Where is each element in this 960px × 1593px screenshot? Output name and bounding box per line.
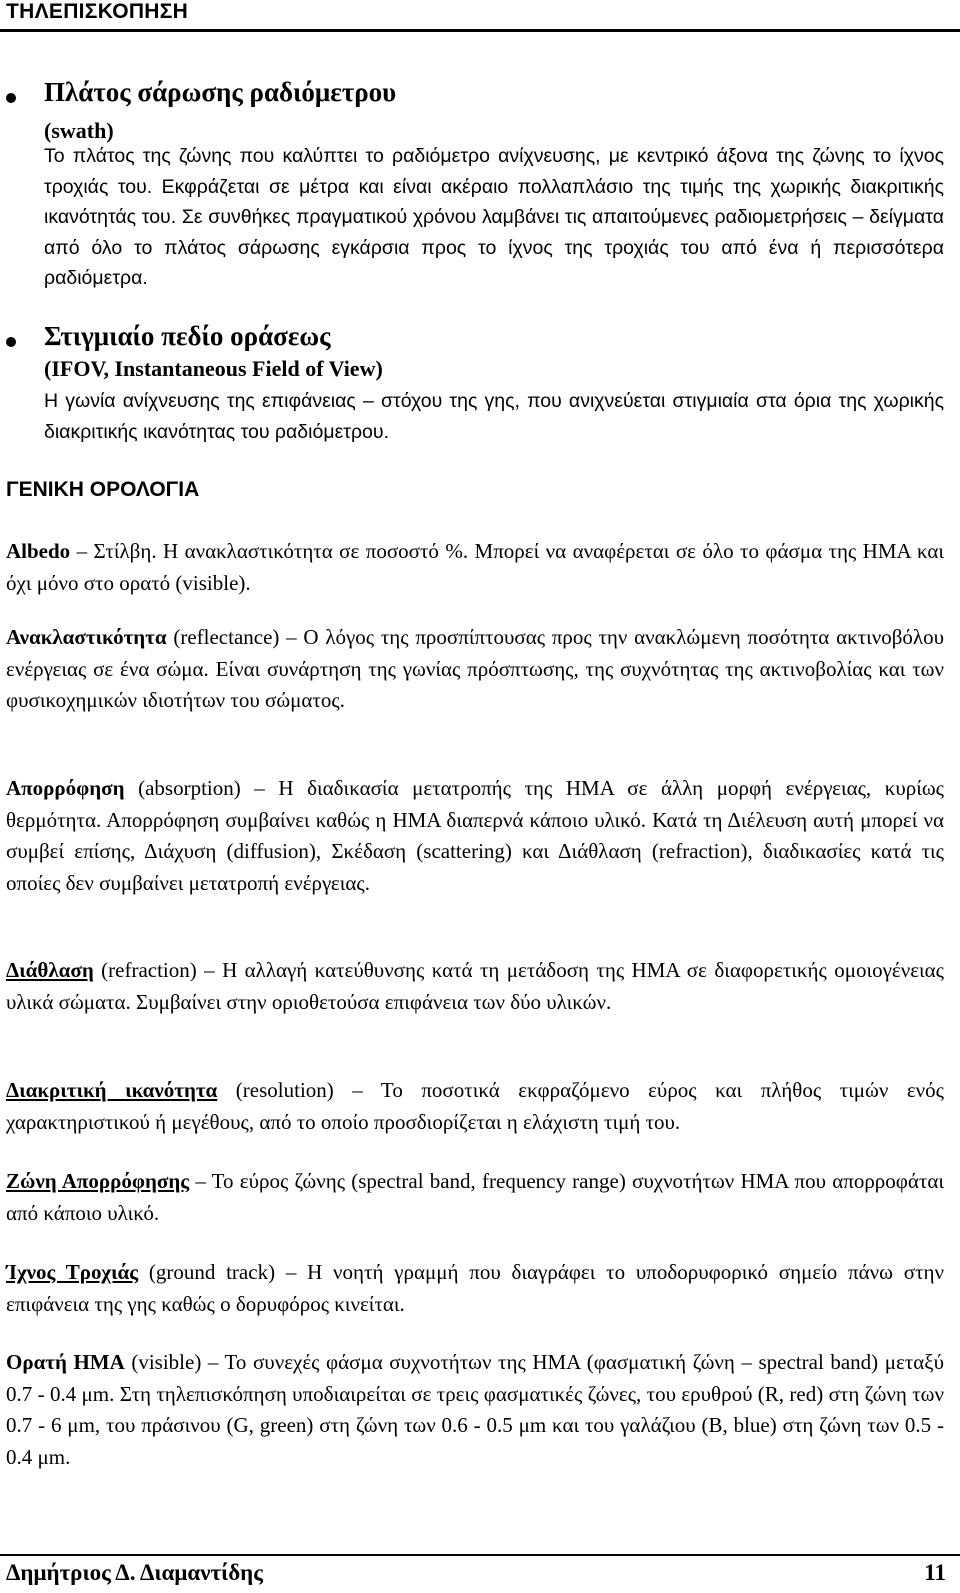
bullet-icon [6,337,16,347]
bullet-body-swath: Το πλάτος της ζώνης που καλύπτει το ραδιόμετρο ανίχνευσης, με κεντρικό άξονα της ζώνης το ίχνος τροχιάς του. Εκφράζεται σε μέτρα και είναι ακέραιο πολλαπλάσιο της τιμής της χωρικής διακριτικής ικανότητάς του. Σε συνθήκες πραγματικού χρόνου λαμβάνει τις απαιτούμενες ραδιομετρήσεις – δείγματα από όλο το πλάτος σάρωσης εγκάρσια προς το ίχνος της τροχιάς του από ένα ή περισσότερα ραδιόμετρα. [44,145,944,289]
definition-resolution [6,1075,944,1138]
definition-term: Απορρόφηση [6,776,125,800]
definition-text: (absorption) – Η διαδικασία μετατροπής της ΗΜΑ σε άλλη μορφή ενέργειας, κυρίως θερμότητα. Απορρόφηση συμβαίνει καθώς η ΗΜΑ διαπερνά κάποιο υλικό. Κατά τη Διέλευση αυτή μπορεί να συμβεί επίσης, Διάχυση (diffusion), Σκέδαση (scattering) και Διάθλαση (refraction), διαδικασίες κατά τις οποίες δεν συμβαίνει μετατροπή ενέργειας. [6,776,944,895]
bullet-subtitle-ifov: (IFOV, Instantaneous Field of View) [44,356,383,381]
definition-term: Διάθλαση [6,958,94,982]
definition-text: – Στίλβη. Η ανακλαστικότητα σε ποσοστό %. Μπορεί να αναφέρεται σε όλο το φάσμα της ΗΜΑ και όχι μόνο στο ορατό (visible). [6,539,944,595]
footer-divider [0,1554,960,1556]
bullet-subtitle-swath: (swath) [44,118,114,143]
bullet-body-ifov: Η γωνία ανίχνευσης της επιφάνειας – στόχου της γης, που ανιχνεύεται στιγμιαία στα όρια της χωρικής διακριτικής ικανότητας του ραδιόμετρου. [44,390,944,443]
definition-term: Ίχνος Τροχιάς [6,1260,139,1284]
definition-text: (reflectance) – Ο λόγος της προσπίπτουσας προς την ανακλώμενη ποσότητα ακτινοβόλου ενέργειας σε ένα σώμα. Είναι συνάρτηση της γωνίας πρόσπτωσης, της συχνότητας της ακτινοβολίας και των φυσικοχημικών ιδιοτήτων του σώματος. [6,625,944,712]
definition-text: – Το εύρος ζώνης (spectral band, frequency range) συχνοτήτων ΗΜΑ που απορροφάται από κάποιο υλικό. [6,1169,944,1225]
bullet-title-swath: Πλάτος σάρωσης ραδιόμετρου [44,77,397,107]
definition-text: (visible) – Το συνεχές φάσμα συχνοτήτων της ΗΜΑ (φασματική ζώνη – spectral band) μεταξύ 0.7 - 0.4 μm. Στη τηλεπισκόπηση υποδιαιρείται σε τρεις φασματικές ζώνες, του ερυθρού (R, red) στη ζώνη των 0.7 - 6 μm, του πράσινου (G, green) στη ζώνη των 0.6 - 0.5 μm και του γαλάζιου (B, blue) στη ζώνη των 0.5 - 0.4 μm. [6,1350,944,1469]
definition-absorption [6,773,944,899]
definition-text: (refraction) – Η αλλαγή κατεύθυνσης κατά τη μετάδοση της ΗΜΑ σε διαφορετικής ομοιογένειας υλικά σώματα. Συμβαίνει στην οριοθετούσα επιφάνεια των δύο υλικών. [6,958,944,1014]
definition-refraction [6,955,944,1018]
page-header-title: ΤΗΛΕΠΙΣΚΟΠΗΣΗ [6,0,189,23]
definition-term: Albedo [6,539,71,563]
page-number: 11 [924,1560,946,1585]
definition-ground-track [6,1257,944,1320]
definition-term: Ανακλαστικότητα [6,625,167,649]
definition-albedo [6,536,944,599]
definition-term: Ζώνη Απορρόφησης [6,1169,190,1193]
definition-visible [6,1347,944,1473]
definition-text: (ground track) – Η νοητή γραμμή που διαγράφει το υποδορυφορικό σημείο πάνω στην επιφάνεια της γης καθώς ο δορυφόρος κινείται. [6,1260,944,1316]
definition-reflectance [6,622,944,717]
definition-term: Ορατή ΗΜΑ [6,1350,125,1374]
footer-author: Δημήτριος Δ. Διαμαντίδης [6,1560,263,1585]
bullet-icon [6,93,16,103]
definition-text: (resolution) – Το ποσοτικά εκφραζόμενο εύρος και πλήθος τιμών ενός χαρακτηριστικού ή μεγέθους, από το οποίο προσδιορίζεται η ελάχιστη τιμή του. [6,1078,944,1134]
header-divider [0,29,960,32]
bullet-title-ifov: Στιγμιαίο πεδίο οράσεως [44,321,331,351]
definition-term: Διακριτική ικανότητα [6,1078,218,1102]
definition-absorption-band [6,1166,944,1229]
section-heading: ΓΕΝΙΚΗ ΟΡΟΛΟΓΙΑ [6,478,200,501]
